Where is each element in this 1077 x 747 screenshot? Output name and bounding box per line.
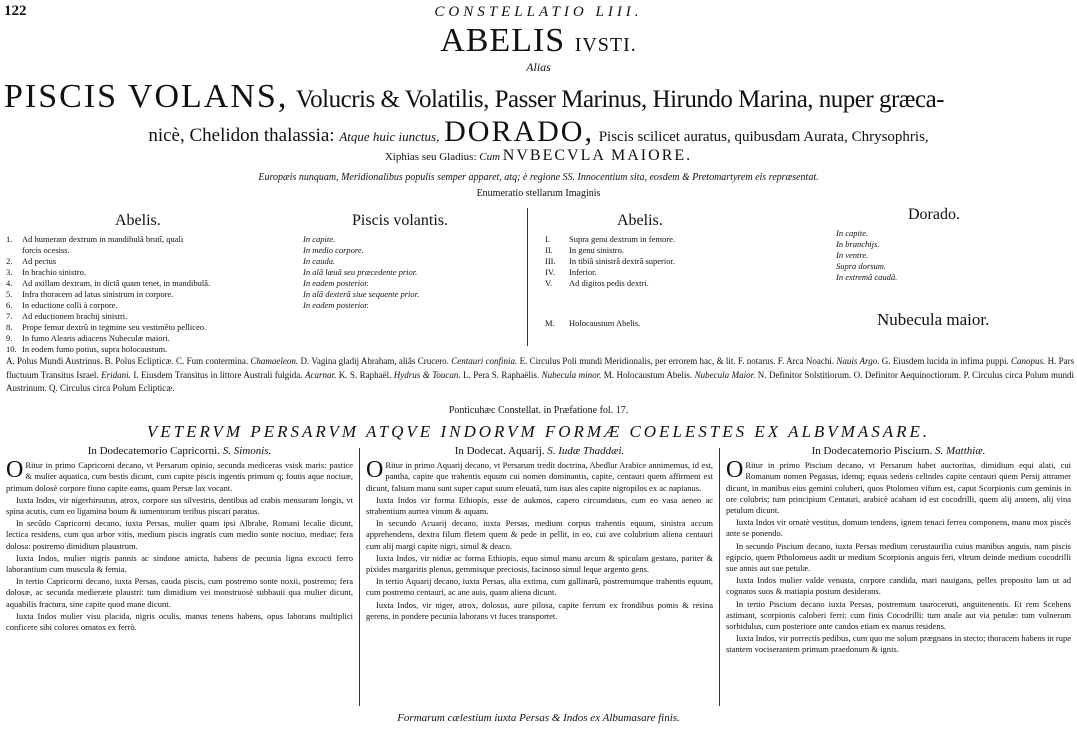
- paragraph-text: Iuxta Indos, vir porrectis pedibus, cum quo me solum prægnans in stecto; thoracem habens in rupe stantem vociserantem primum praedonum & ignis.: [726, 633, 1071, 655]
- star-description: In eodem fumo potius, supra holocaustum.: [22, 344, 168, 354]
- star-description: In branchijs.: [836, 239, 880, 249]
- star-description: In tibiâ sinistrâ dextrâ superior.: [569, 256, 675, 266]
- paragraph-text: Iuxta Indos mulier visu placida, nigris oculis, manus tenens habens, opus laborans multiplici conficere sibi colores ornatos ex ferrò.: [6, 610, 353, 633]
- star-description: Ad pectus: [22, 256, 57, 266]
- star-description: Ad humeram dextrum in mandibulâ brutî, quali: [22, 234, 184, 244]
- star-number: 5.: [6, 289, 13, 299]
- star-description: Ad axillam dextram, in dictâ quam tenet, in mandibulâ.: [22, 278, 211, 288]
- abelis-right-heading: Abelis.: [617, 212, 663, 229]
- title-line-2-b: Atque huic iunctus,: [339, 129, 440, 144]
- star-number: 4.: [6, 278, 13, 288]
- dorado-list: [836, 228, 1016, 283]
- paragraph-text: In secûdo Capricorni decano, iuxta Persas, mulier quam ipsi Albrabe, Romani lecalie dicunt, lectica residens, cum qua arbor vitis, medium piscis ingratis cum medio sonte nociuo, mediae; fera dolosa: postremo dimidium plaustrum.: [6, 518, 353, 551]
- legend-text: M. Holocaustum Abelis.: [603, 369, 693, 380]
- column-divider: [359, 448, 360, 706]
- star-row: [545, 256, 785, 267]
- star-number: M.: [545, 318, 555, 328]
- title-line-3: [0, 147, 1077, 165]
- legend-text: D. Vagina gladij Abraham, aliâs Crucero.: [300, 356, 449, 366]
- paragraph-text: Ritur in primo Aquarij decano, vt Persarum tredit doctrina, Abedlur Arabice annimemus, id est, pantha, capite que trahentis equum cui nomen dominantis, capite, centauri quem affirment est dicunt, falsum manu sunt super caput suum eleuatâ, tum isus ales capite nigropilos ex ac napianus.: [366, 460, 713, 493]
- star-number: 10.: [6, 344, 17, 354]
- star-row: [6, 311, 286, 322]
- column-pisces: [726, 446, 1071, 657]
- paragraph: [6, 495, 353, 517]
- legend-text: A. Polus Mundi Austrinus. B. Polus Eclipticæ. C. Fum contermina.: [6, 356, 249, 366]
- star-description: In extremâ caudâ.: [836, 272, 898, 282]
- title-line-2-a: nicè, Chelidon thalassia:: [148, 125, 335, 146]
- star-description: In cauda.: [303, 256, 336, 266]
- legend-italic: Nubecula Maior.: [694, 369, 756, 380]
- title-second: IVSTI.: [574, 34, 637, 56]
- paragraph: [6, 553, 353, 575]
- preface-reference: Ponticuhæc Constellat. in Præfatione fol. 17.: [448, 405, 629, 416]
- star-description: In medio corpore.: [303, 245, 364, 255]
- dorado-heading: Dorado.: [908, 206, 960, 223]
- paragraph: [726, 633, 1071, 655]
- star-number: III.: [545, 256, 556, 266]
- legend-text: L. Pera S. Raphaëlis.: [463, 369, 540, 380]
- column-body: [366, 457, 713, 622]
- star-description: In eadem posterior.: [303, 278, 369, 288]
- star-description: In brachio sinistro.: [22, 267, 86, 277]
- paragraph-text: Iuxta Indos, mulier nigris pannis ac sindone amicta, habens de pecunia ligna excocti ferro laborantium cum muscula & femia.: [6, 552, 353, 575]
- star-description: Supra genu dextrum in femore.: [569, 234, 675, 244]
- column-heading-saint: S. Iudæ Thaddæi.: [547, 445, 625, 457]
- title-line-3-a: Xiphias seu Gladius:: [384, 151, 477, 163]
- star-row: [6, 333, 286, 344]
- star-description: Ad digitos pedis dextri.: [569, 278, 649, 288]
- section-heading-veterum: VETERVM PERSARVM ATQVE INDORVM FORMÆ COELESTES EX ALBVMASARE.: [146, 422, 931, 441]
- star-description: In alâ dexterâ siue sequente prior.: [303, 289, 420, 299]
- star-description: In eductione colli à corpore.: [22, 300, 118, 310]
- title-line-2-c: DORADO,: [444, 115, 594, 148]
- star-description: In fumo Alearis adiacens Nubeculæ maiori.: [22, 333, 170, 343]
- star-row: [6, 245, 286, 256]
- drop-cap: O: [366, 457, 384, 484]
- star-number: 7.: [6, 311, 13, 321]
- star-number: 6.: [6, 300, 13, 310]
- star-row: [545, 234, 785, 245]
- column-heading-saint: S. Simonis.: [222, 445, 272, 457]
- title-line-1-caps: PISCIS VOLANS,: [4, 78, 289, 115]
- drop-cap: O: [6, 457, 24, 484]
- legend-text: G. Eiusdem lucida in infima puppi.: [881, 356, 1009, 366]
- column-body: [726, 457, 1071, 655]
- nubecula-heading: Nubecula maior.: [877, 310, 990, 329]
- constellation-label: CONSTELLATIO LIII.: [434, 4, 643, 20]
- abelis-right-extra: [545, 318, 785, 329]
- alias-label: Alias: [526, 60, 551, 74]
- paragraph: [366, 457, 713, 494]
- star-number: 9.: [6, 333, 13, 343]
- paragraph-text: In tertio Aquarij decano, iuxta Persas, alia extima, cum gallinarû, postremumque trahentis equum, cum postremo centauri, ac ane auis, quam aliena dicunt.: [366, 576, 713, 598]
- star-description: In ventre.: [836, 250, 869, 260]
- star-description: Ad eductionem brachij sinistri.: [22, 311, 128, 321]
- column-capricorn: [6, 446, 353, 634]
- star-row: [6, 289, 286, 300]
- star-number: 8.: [6, 322, 13, 332]
- page-number: 122: [4, 3, 27, 19]
- paragraph-text: In tertio Piscium decano iuxta Persas, postremum tauroceruti, anguitenentis. Et rem Scehens astimant, scorpionis caloberi ferri: cum finis Cocodrilli: tum anale aut via petulæ: tum vulnerum sorbidulus, cum posteriore ante candos etiam ex manus residens.: [726, 598, 1071, 632]
- paragraph: [366, 553, 713, 575]
- column-divider: [719, 448, 720, 706]
- paragraph: [6, 611, 353, 633]
- title-line-3-c: NVBECVLA MAIORE.: [502, 147, 693, 164]
- paragraph: [6, 576, 353, 610]
- star-row: [6, 267, 286, 278]
- column-heading-text: In Dodecatemorio Piscium.: [811, 445, 933, 457]
- paragraph: [366, 518, 713, 552]
- paragraph-text: Iuxta Indos mulier valde venusta, corpore candida, mari nauigans, pelles proposito lam ut ad cognatos suos & matiapia postum desiderans.: [726, 575, 1071, 597]
- star-number: 3.: [6, 267, 13, 277]
- paragraph-text: Iuxta Indos, vir nigerhirsutus, atrox, corpore sus silvestris, dentibus ad crabis mensuram longis, vt spina acutis, cum eo ligamina boum & iumentorum teribus piscari paratus.: [6, 494, 353, 517]
- paragraph-text: In tertio Capricorni decano, iuxta Persas, cauda piscis, cum postremo sonte noxii, postremo; fera dolosæ, ac secunda medieræte plaustri: tum dimidium vei monstruosè subbauii qua mulier dicunt, aquabilis fractura, sine capite quod mane dicunt.: [6, 576, 353, 609]
- footer-note: Formarum cælestium iuxta Persas & Indos ex Albumasare finis.: [397, 712, 680, 724]
- legend-italic: Nauis Argo.: [836, 356, 880, 366]
- title-line-2: [0, 115, 1077, 149]
- star-description: Holocaustum Abelis.: [569, 318, 641, 328]
- star-number: IV.: [545, 267, 555, 277]
- paragraph: [6, 457, 353, 494]
- star-row: [6, 256, 286, 267]
- legend-text: I. Eiusdem Transitus in littore Australi fulgida.: [133, 369, 303, 380]
- legend-italic: Chamaeleon.: [250, 356, 299, 366]
- paragraph-text: Iuxta Indos, vir nidiæ ac forma Ethiopis, equo simul manu arcum & spiculam gestans, pariter & pixides margaritis plenus, gemmisque preciosis, facinoso simul leque argento gens.: [366, 552, 713, 575]
- paragraph: [726, 575, 1071, 597]
- star-description: Prope femur dextrû in tegmine seu vestimêto pelliceo.: [22, 322, 207, 332]
- paragraph-text: Ritur in primo Piscium decano, vt Persarum habet auctoritas, dimidium equi alati, cui Romanum nomen Pegasus, idemq; equus sedens celindes capite centauri quem Persij attramer dicunt, in manibus eius gemini coluberi, quos Ptolomeo vifum est, caput Scorpionis cum geminis in ore colubris; tum principium Centauri, arabicè acaham id est cocodrilli, quem alij annem, alij vina petulum dicunt.: [726, 460, 1071, 516]
- star-row: [6, 300, 286, 311]
- paragraph: [366, 600, 713, 622]
- star-number: 2.: [6, 256, 13, 266]
- legend-text: E. Circulus Poli mundi Meridionalis, per errorem hac, & lit. F. notarus.: [519, 356, 776, 366]
- paragraph: [726, 541, 1071, 575]
- star-row: [6, 322, 286, 333]
- column-heading-saint: S. Matthiæ.: [935, 445, 986, 457]
- column-body: [6, 457, 353, 633]
- legend-italic: Centauri confinia.: [451, 356, 518, 366]
- piscis-list: [303, 234, 503, 311]
- star-description: Inferior.: [569, 267, 597, 277]
- paragraph: [366, 495, 713, 517]
- title-line-3-b: Cum: [479, 151, 501, 163]
- piscis-heading: Piscis volantis.: [352, 212, 449, 229]
- legend-text: F. Arca Noachi.: [777, 356, 835, 366]
- paragraph-text: Iuxta Indos vir forma Ethiopis, esse de aukmos, capero circumdatus, cum eo vasa aeneo ac strabentium aurtea vinum & aquam.: [366, 494, 713, 517]
- star-description: In genu sinistro.: [569, 245, 625, 255]
- star-description: Supra dorsum.: [836, 261, 887, 271]
- paragraph-text: Iuxta Indos vir ornatè vestitus, domum tendens, ignem tenaci ferrea componens, manu mox piscès ante se ponendo.: [726, 517, 1071, 539]
- title-line-1: [4, 78, 1074, 116]
- drop-cap: O: [726, 457, 744, 484]
- column-aquarius: [366, 446, 713, 623]
- star-number: V.: [545, 278, 553, 288]
- paragraph: [726, 457, 1071, 516]
- star-description: In capite.: [303, 234, 336, 244]
- legend-italic: Acarnar.: [304, 369, 337, 380]
- star-number: 1.: [6, 234, 13, 244]
- paragraph-text: In secundo Acuarij decano, iuxta Persas, medium corpus trahentis equum, sinistra accum apprehendens, dextra filum fletem quem & pede in pellit, in eo, cui ave colubrium aliena centauri cum alij margi capite nigri, simul & deaco.: [366, 518, 713, 551]
- abelis-left-heading: Abelis.: [115, 212, 161, 229]
- star-description: In capite.: [836, 228, 869, 238]
- legend-italic: Eridani.: [101, 369, 131, 380]
- column-heading: [6, 446, 353, 457]
- legend-italic: Canopus.: [1011, 356, 1046, 366]
- column-heading: [726, 446, 1071, 457]
- paragraph: [6, 518, 353, 552]
- star-row: [545, 278, 785, 289]
- main-title: [0, 22, 1077, 60]
- star-description: In alâ læuâ seu præcedente prior.: [303, 267, 418, 277]
- abelis-right-list: [545, 234, 785, 289]
- star-description: forcis ocesiss.: [22, 245, 70, 255]
- star-row: [545, 267, 785, 278]
- legend-text: H. Pars fluctuum Transitus Israel.: [6, 356, 1075, 380]
- paragraph: [726, 517, 1071, 539]
- star-description: Infra thoracem ad latus sinistrum in corpore.: [22, 289, 174, 299]
- star-row: [6, 278, 286, 289]
- column-heading-text: In Dodecatemorio Capricorni.: [87, 445, 220, 457]
- abelis-left-list: [6, 234, 286, 355]
- title-main: ABELIS: [440, 22, 566, 59]
- legend-text: N. Definitor Solstitiorum. O. Definitor Aequinoctiorum. P. Circulus circa Polum mundi Austrinum. Q. Circulus circa Polum Eclipticæ.: [6, 369, 1075, 393]
- column-heading: [366, 446, 713, 457]
- paragraph-text: Iuxta Indos, vir niger, atrox, dolosus, aure pilosa, capite ferrum ex frondibus pomis & resina gerens, in pondere pecunia laborans vt fuces transportet.: [366, 599, 713, 621]
- column-divider: [527, 208, 528, 346]
- paragraph-text: Ritur in primo Capricorni decano, vt Persarum opinio, secunda mediceras vsisk maris: pastice & mulier aquatica, cum bestis dicunt, cum capite piscis ingentis primum q; foutis aque nociuæ, primum dolosè corpore fiuno capite eams, quam Persæ lax vocant.: [6, 460, 353, 493]
- star-description: In eadem posterior.: [303, 300, 369, 310]
- star-number: [6, 245, 22, 256]
- legend-italic: Nubecula minor.: [541, 369, 602, 380]
- figure-legend: [6, 355, 1074, 396]
- star-row: [545, 245, 785, 256]
- star-number: I.: [545, 234, 550, 244]
- star-row: [6, 234, 286, 245]
- title-line-1-rest: Volucris & Volatilis, Passer Marinus, Hirundo Marina, nuper græca-: [295, 86, 944, 113]
- enumeration-heading: Enumeratio stellarum Imaginis: [476, 188, 601, 199]
- star-row: [6, 344, 286, 355]
- star-number: II.: [545, 245, 553, 255]
- paragraph: [726, 599, 1071, 633]
- title-line-2-d: Piscis scilicet auratus, quibusdam Aurata, Chrysophris,: [598, 129, 929, 145]
- paragraph-text: In secundo Piscium decano, iuxta Persas medium cerustaurilia cuius manibus anguis, nam piscis egipcio, quem Ptholomeus aadit ur medium Scorpionis anguis feri, vltrum deinde medium cocodrilli sue annis aut sue petulæ.: [726, 540, 1071, 574]
- column-heading-text: In Dodecat. Aquarij.: [454, 445, 545, 457]
- legend-text: K. S. Raphaël.: [338, 369, 392, 380]
- paragraph: [366, 576, 713, 598]
- legend-italic: Hydrus & Toucan.: [393, 369, 461, 380]
- subtitle-note: Europæis nunquam, Meridionalibus populis semper apparet, atq; è regione SS. Innocentium sita, eosdem & Pretomartyrem eis repræsentat.: [258, 172, 819, 183]
